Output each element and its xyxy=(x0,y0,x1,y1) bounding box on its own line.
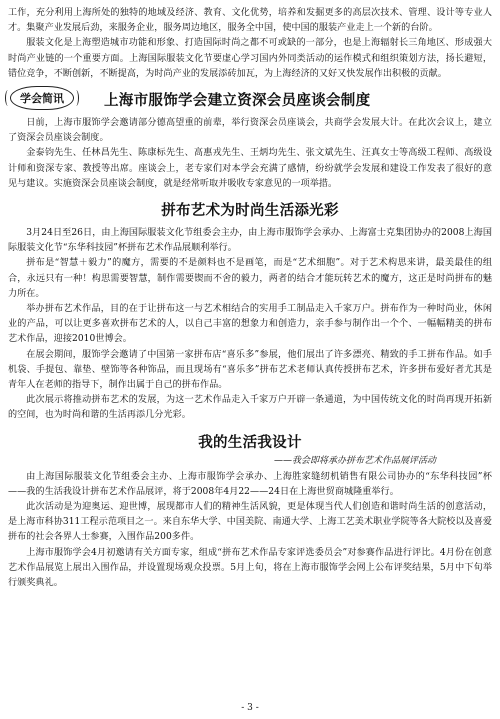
section1-paragraph: 金泰钧先生、任林昌先生、陈康标先生、高惠戎先生、王炳均先生、张文斌先生、汪真女士等高级工程师、高级设计师和资深专家、教授等出席。座谈会上，老专家们对本学会充满了感情，纷纷就学会发展和建设工作发表了很好的意见与建议。实施资深会员座谈会制度，就是经常听取并吸收专家意见的一项举措。 xyxy=(8,148,492,189)
section2-paragraph: 举办拼布艺术作品，目的在于让拼布这一与艺术相结合的实用手工制品走入千家万户。拼布作为一种时尚业，休闲业的产品，可以让更多喜欢拼布艺术的人，以自己丰富的想象力和创造力，亲手参与制作出一个个、一幅幅精美的拼布艺术作品，迎接2010世博会。 xyxy=(8,304,492,345)
page-number: - 3 - xyxy=(241,703,259,713)
section3-title: 我的生活我设计 xyxy=(198,434,302,451)
section2-paragraph: 在展会期间，服饰学会邀请了中国第一家拼布店“喜乐多”参展，他们展出了许多漂亮、精致的手工拼布作品。如手机袋、手提包、靠垫、壁饰等各种饰品，而且现场有“喜乐多”拼布艺术老师认真传授拼布艺术，许多拼布爱好者尤其是青年人在老师的指导下，制作出属于自己的拼布作品。 xyxy=(8,349,492,391)
section2-header xyxy=(8,192,492,226)
section1-paragraph: 日前，上海市服饰学会邀请部分德高望重的前辈，举行资深会员座谈会，共商学会发展大计。在此次会议上，建立了资深会员座谈会制度。 xyxy=(8,118,492,144)
section3-paragraph: 上海市服饰学会4月初邀请有关方面专家，组成“拼布艺术作品专家评选委员会”对参赛作品进行评比。4月份在创意艺术作品展览上展出入围作品，并设置现场观众投票。5月上旬，将在上海市服饰学会网上公布评奖结果，5月中下旬举行颁奖典礼。 xyxy=(8,547,492,589)
intro-section xyxy=(8,6,492,82)
section1-header xyxy=(8,86,492,116)
intro-paragraph: 工作，充分利用上海所处的独特的地域及经济、教育、文化优势，培养和发掘更多的高层次技术、管理、设计等专业人才。集聚产业发展后劲，来服务企业，服务周边地区，服务全中国，使中国的服装产业走上一个新的台阶。 xyxy=(8,8,492,34)
section2-body xyxy=(8,226,492,424)
section3-paragraph: 此次活动是为迎奥运、迎世博，展现都市人们的精神生活风貌，更是体现当代人们创造和谐时尚生活的创意活动，是上海市科协311工程示范项目之一。来自东华大学、中国美院、南通大学、上海工艺美术职业学院等各大院校以及喜爱拼布的社会各界人士参赛，入围作品200多件。 xyxy=(8,502,492,543)
section3-body xyxy=(8,470,492,592)
section3-subtitle: ——我会即将承办拼布艺术作品展评活动 xyxy=(273,455,436,466)
section2-paragraph: 此次展示将推动拼布艺术的发展，为这一艺术作品走入千家万户开辟一条通道，为中国传统文化的时尚再现开拓新的空间，也为时尚和谐的生活再添几分光彩。 xyxy=(8,395,492,421)
section2-paragraph: 3月24日至26日，由上海国际服装文化节组委会主办，由上海市服饰学会承办、上海富士克集团协办的2008上海国际服装文化节“东华科技园”杯拼布艺术作品展顺利举行。 xyxy=(8,228,492,254)
section2-title: 拼布艺术为时尚生活添光彩 xyxy=(161,202,339,219)
section2-paragraph: 拼布是“智慧＋毅力”的魔方，需要的不是颜料也不是画笔，而是“艺术细胞”。对于艺术构思来讲，最美最佳的组合，永远只有一种！构思需要智慧，制作需要锲而不舍的毅力，两者的结合才能玩转艺术的魔方，这正是时尚拼布的魅力所在。 xyxy=(8,258,492,299)
section-badge: 学会简讯 xyxy=(10,86,74,110)
intro-paragraph: 服装文化是上海塑造城市功能和形象、打造国际时尚之都不可或缺的一部分，也是上海辐射长三角地区、形成强大时尚产业链的一个重要方面。上海国际服装文化节要虚心学习国内外同类活动的运作模式和组织策划方法，扬长避短，错位竞争，不断创新，不断提高，为时尚产业的发展添砖加瓦，为上海经济的又好又快发展作出积极的贡献。 xyxy=(8,38,492,79)
section3-paragraph: 由上海国际服装文化节组委会主办、上海市服饰学会承办、上海胜家缝纫机销售有限公司协办的“东华科技园”杯——我的生活我设计拼布艺术作品展评，将于2008年4月22——24日在上海世贸商城隆重举行。 xyxy=(8,471,492,497)
section1-title: 上海市服饰学会建立资深会员座谈会制度 xyxy=(104,93,371,110)
section1-body xyxy=(8,116,492,192)
section3-header xyxy=(8,424,492,452)
